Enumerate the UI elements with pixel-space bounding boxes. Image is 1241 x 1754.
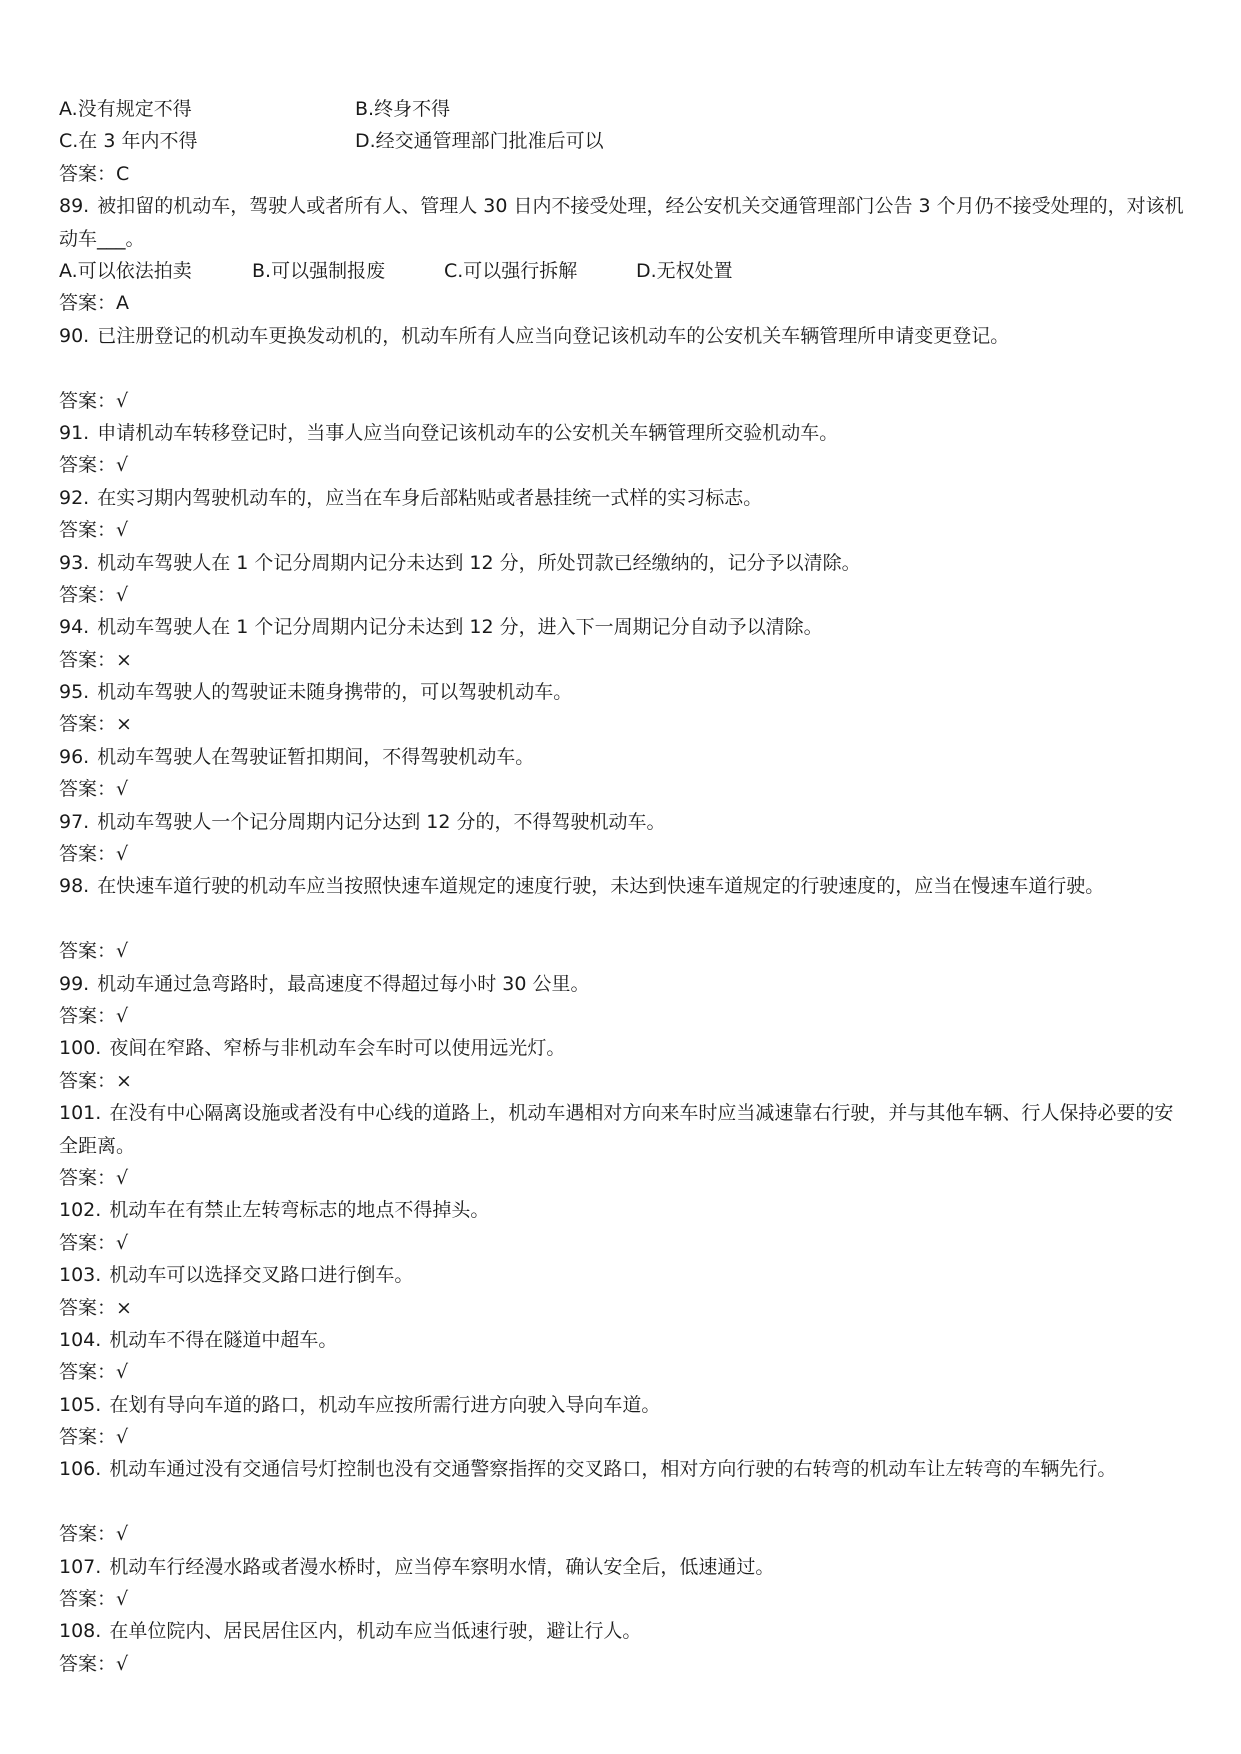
answer: 答案：√ xyxy=(59,519,129,542)
answer: 答案：√ xyxy=(59,389,129,412)
question-number: 95. xyxy=(59,681,90,704)
question-number: 103. xyxy=(59,1264,102,1287)
question-number: 91. xyxy=(59,421,90,444)
question-number: 90. xyxy=(59,324,90,347)
question xyxy=(59,611,1189,643)
options-row xyxy=(59,93,1189,125)
answer: 答案：√ xyxy=(59,778,129,801)
question-text: 被扣留的机动车，驾驶人或者所有人、管理人 30 日内不接受处理，经公安机关交通管理部门公告 3 个月仍不接受处理的，对该机动车___。 xyxy=(59,195,1184,250)
question xyxy=(59,1453,1189,1485)
answer: 答案：C xyxy=(59,162,130,185)
question xyxy=(59,1032,1189,1064)
question xyxy=(59,968,1189,1000)
question-number: 106. xyxy=(59,1458,102,1481)
question-number: 102. xyxy=(59,1199,102,1222)
answer: 答案：√ xyxy=(59,1004,129,1027)
blank-line xyxy=(59,352,1189,384)
blank-line xyxy=(59,903,1189,935)
question xyxy=(59,1097,1189,1162)
option-d: D.无权处置 xyxy=(636,259,733,282)
question-text: 已注册登记的机动车更换发动机的，机动车所有人应当向登记该机动车的公安机关车辆管理所申请变更登记。 xyxy=(97,324,1010,347)
question xyxy=(59,1389,1189,1421)
answer: 答案：A xyxy=(59,292,129,315)
answer: 答案：× xyxy=(59,713,132,736)
question xyxy=(59,1615,1189,1647)
question xyxy=(59,1194,1189,1226)
question xyxy=(59,806,1189,838)
question xyxy=(59,190,1189,255)
question-number: 108. xyxy=(59,1620,102,1643)
answer: 答案：√ xyxy=(59,1166,129,1189)
question-text: 机动车驾驶人在驾驶证暂扣期间，不得驾驶机动车。 xyxy=(97,745,535,768)
answer: 答案：√ xyxy=(59,1588,129,1611)
question xyxy=(59,1324,1189,1356)
answer: 答案：√ xyxy=(59,454,129,477)
options-row xyxy=(59,125,1189,157)
answer: 答案：√ xyxy=(59,940,129,963)
question xyxy=(59,547,1189,579)
answer: 答案：√ xyxy=(59,1426,129,1449)
question xyxy=(59,482,1189,514)
question-text: 机动车驾驶人一个记分周期内记分达到 12 分的，不得驾驶机动车。 xyxy=(97,810,666,833)
answer: 答案：× xyxy=(59,648,132,671)
answer: 答案：√ xyxy=(59,1361,129,1384)
option-a: A.可以依法拍卖 xyxy=(59,259,192,282)
question-text: 在划有导向车道的路口，机动车应按所需行进方向驶入导向车道。 xyxy=(109,1393,661,1416)
question-number: 104. xyxy=(59,1328,102,1351)
question-number: 101. xyxy=(59,1102,102,1125)
question-text: 机动车可以选择交叉路口进行倒车。 xyxy=(109,1264,414,1287)
question-text: 机动车不得在隧道中超车。 xyxy=(109,1328,338,1351)
answer: 答案：√ xyxy=(59,583,129,606)
question-number: 97. xyxy=(59,810,90,833)
question xyxy=(59,741,1189,773)
answer: 答案：√ xyxy=(59,1231,129,1254)
question-text: 机动车驾驶人在 1 个记分周期内记分未达到 12 分，所处罚款已经缴纳的，记分予以清除。 xyxy=(97,551,861,574)
question-number: 94. xyxy=(59,616,90,639)
question-text: 在快速车道行驶的机动车应当按照快速车道规定的速度行驶，未达到快速车道规定的行驶速度的，应当在慢速车道行驶。 xyxy=(97,875,1105,898)
question-number: 105. xyxy=(59,1393,102,1416)
exam-page xyxy=(59,93,1189,1680)
question-text: 在没有中心隔离设施或者没有中心线的道路上，机动车遇相对方向来车时应当减速靠右行驶，并与其他车辆、行人保持必要的安全距离。 xyxy=(59,1102,1174,1157)
question-number: 99. xyxy=(59,972,90,995)
option-b: B.终身不得 xyxy=(355,98,451,120)
answer: 答案：√ xyxy=(59,1652,129,1675)
question-text: 申请机动车转移登记时，当事人应当向登记该机动车的公安机关车辆管理所交验机动车。 xyxy=(97,421,839,444)
question-text: 机动车行经漫水路或者漫水桥时，应当停车察明水情，确认安全后，低速通过。 xyxy=(109,1555,775,1578)
question-number: 89. xyxy=(59,195,90,218)
answer: 答案：√ xyxy=(59,843,129,866)
question xyxy=(59,1551,1189,1583)
question xyxy=(59,676,1189,708)
answer: 答案：× xyxy=(59,1069,132,1092)
question xyxy=(59,870,1189,902)
question-text: 机动车通过没有交通信号灯控制也没有交通警察指挥的交叉路口，相对方向行驶的右转弯的机动车让左转弯的车辆先行。 xyxy=(109,1458,1117,1481)
question-number: 100. xyxy=(59,1037,102,1060)
question xyxy=(59,320,1189,352)
option-a: A.没有规定不得 xyxy=(59,98,192,120)
question-text: 机动车驾驶人的驾驶证未随身携带的，可以驾驶机动车。 xyxy=(97,681,573,704)
option-c: C.可以强行拆解 xyxy=(444,259,578,282)
question-number: 93. xyxy=(59,551,90,574)
answer: 答案：√ xyxy=(59,1523,129,1546)
question-text: 机动车在有禁止左转弯标志的地点不得掉头。 xyxy=(109,1199,490,1222)
option-b: B.可以强制报废 xyxy=(252,259,386,282)
option-d: D.经交通管理部门批准后可以 xyxy=(355,130,604,153)
question-number: 98. xyxy=(59,875,90,898)
answer: 答案：× xyxy=(59,1296,132,1319)
question xyxy=(59,1259,1189,1291)
option-c: C.在 3 年内不得 xyxy=(59,130,198,153)
blank-line xyxy=(59,1486,1189,1518)
question-number: 107. xyxy=(59,1555,102,1578)
question-text: 机动车驾驶人在 1 个记分周期内记分未达到 12 分，进入下一周期记分自动予以清除。 xyxy=(97,616,823,639)
question-number: 92. xyxy=(59,486,90,509)
question-text: 夜间在窄路、窄桥与非机动车会车时可以使用远光灯。 xyxy=(109,1037,566,1060)
options-row xyxy=(59,255,1189,287)
question-text: 在实习期内驾驶机动车的，应当在车身后部粘贴或者悬挂统一式样的实习标志。 xyxy=(97,486,763,509)
question xyxy=(59,417,1189,449)
question-number: 96. xyxy=(59,745,90,768)
question-text: 在单位院内、居民居住区内，机动车应当低速行驶，避让行人。 xyxy=(109,1620,642,1643)
question-text: 机动车通过急弯路时，最高速度不得超过每小时 30 公里。 xyxy=(97,972,590,995)
